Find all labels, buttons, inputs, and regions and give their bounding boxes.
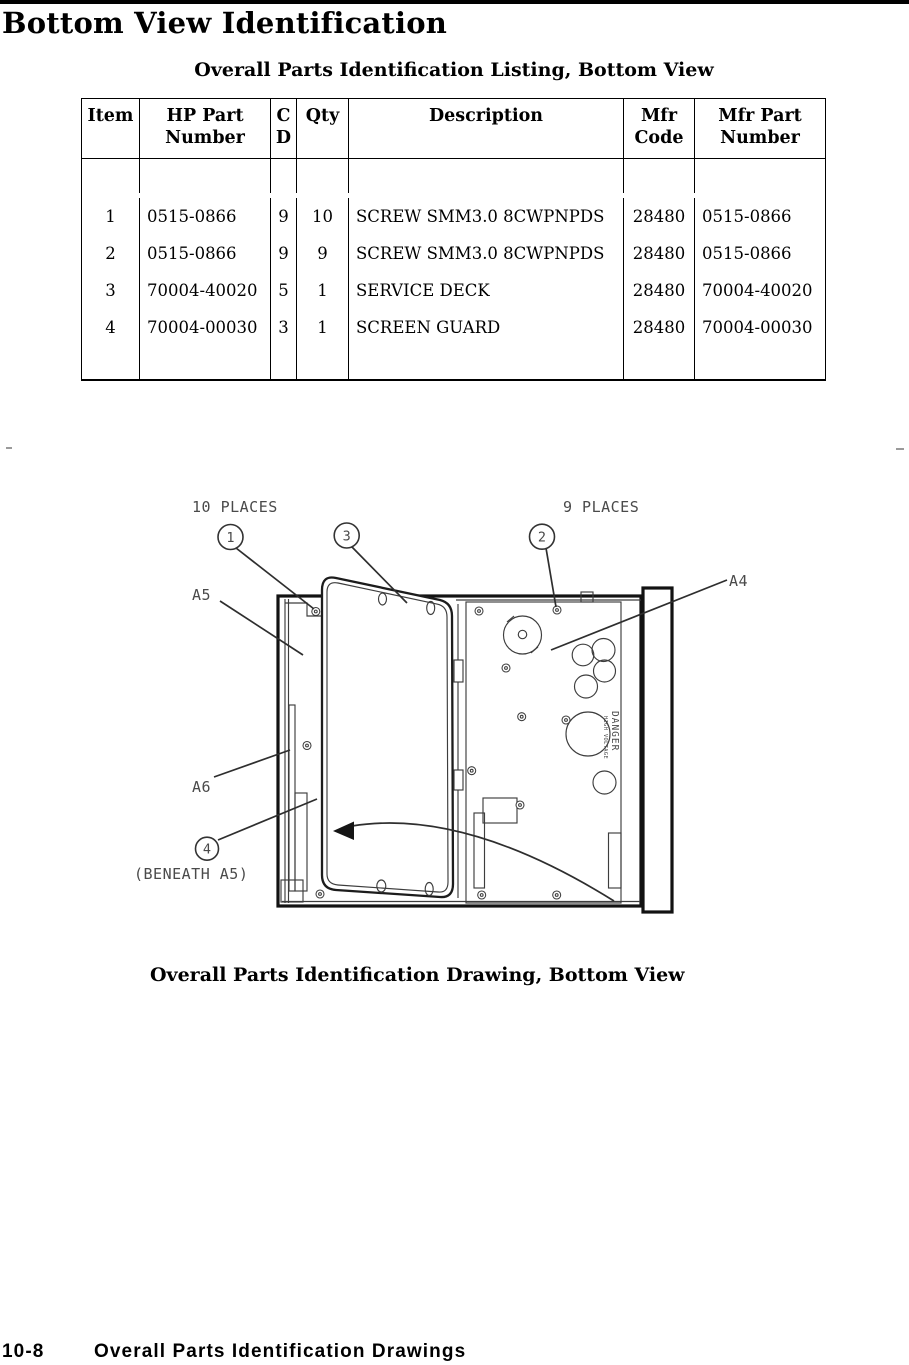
balloon-3 [334,523,359,548]
page-number: 10-8 [2,1341,45,1362]
service-door [322,578,453,898]
col-header-hp-part-number: HP Part Number [139,99,270,159]
table-cell: 1 [105,207,116,226]
label-beneath-a5: (BENEATH A5) [134,865,249,883]
table-cell: 4 [105,318,116,337]
screw-icon [562,716,570,724]
table-cell: 70004-00030 [694,309,825,346]
table-cell: 1 [296,272,348,309]
label-a4: A4 [729,572,749,590]
screw-icon [502,664,510,672]
screw-icon [478,891,486,899]
balloon-1 [218,525,243,550]
table-cell: 3 [105,281,116,300]
table-cell: 28480 [623,235,694,272]
table-cell: SCREW SMM3.0 8CWPNPDS [348,198,623,235]
danger-label: DANGER [609,711,620,752]
table-cell: 2 [105,244,116,263]
table-cell: SCREW SMM3.0 8CWPNPDS [348,235,623,272]
table-cell: 28480 [623,198,694,235]
col-header-qty: Qty [296,99,348,159]
table-cell: 70004-40020 [694,272,825,309]
screw-icon [518,713,526,721]
table-cell: 9 [296,235,348,272]
screw-icon [516,801,524,809]
table-cell: 0515-0866 [139,198,270,235]
screw-icon [316,890,324,898]
table-cell: 3 [270,309,296,346]
svg-text:1: 1 [226,530,235,546]
footer-section-title: Overall Parts Identification Drawings [94,1341,467,1362]
page-footer [0,1341,909,1365]
col-header-mfr-part-number: Mfr Part Number [694,99,825,159]
table-cell: 1 [296,309,348,346]
table-cell: SCREEN GUARD [348,309,623,346]
high-voltage-label: HIGH VOLTAGE [602,716,608,760]
balloon-4 [196,837,219,860]
table-cell: 9 [270,198,296,235]
screw-icon [553,891,561,899]
scan-mark [6,447,12,449]
bottom-view-drawing [130,488,780,933]
col-header-cd: C D [270,99,296,159]
table-cell: 28480 [623,272,694,309]
col-header-item: Item [82,99,139,159]
label-a5: A5 [192,586,212,604]
table-cell: 0515-0866 [694,235,825,272]
col-header-mfr-code: Mfr Code [623,99,694,159]
table-cell: 70004-00030 [139,309,270,346]
side-rail [643,588,672,912]
page-top-rule [0,0,909,4]
balloon-2 [530,524,555,549]
page-title: Bottom View Identification [2,6,448,40]
label-a6: A6 [192,778,212,796]
screw-icon [475,607,483,615]
table-cell: 9 [270,235,296,272]
scan-mark [896,448,904,450]
drawing-caption: Overall Parts Identification Drawing, Bottom View [150,964,685,986]
screw-icon [553,606,561,614]
table-cell: 70004-40020 [139,272,270,309]
table-cell: SERVICE DECK [348,272,623,309]
table-cell: 28480 [623,309,694,346]
label-10-places: 10 PLACES [192,498,278,516]
table-cell: 0515-0866 [694,198,825,235]
screw-icon [303,742,311,750]
table-cell: 0515-0866 [139,235,270,272]
parts-table [81,98,826,381]
table-cell: 10 [296,198,348,235]
table-cell: 5 [270,272,296,309]
table-caption: Overall Parts Identification Listing, Bottom View [194,59,714,81]
col-header-description: Description [348,99,623,159]
svg-text:2: 2 [537,529,547,546]
label-9-places: 9 PLACES [563,498,640,516]
svg-text:4: 4 [202,841,212,858]
svg-text:3: 3 [342,528,351,545]
screw-icon [468,767,476,775]
